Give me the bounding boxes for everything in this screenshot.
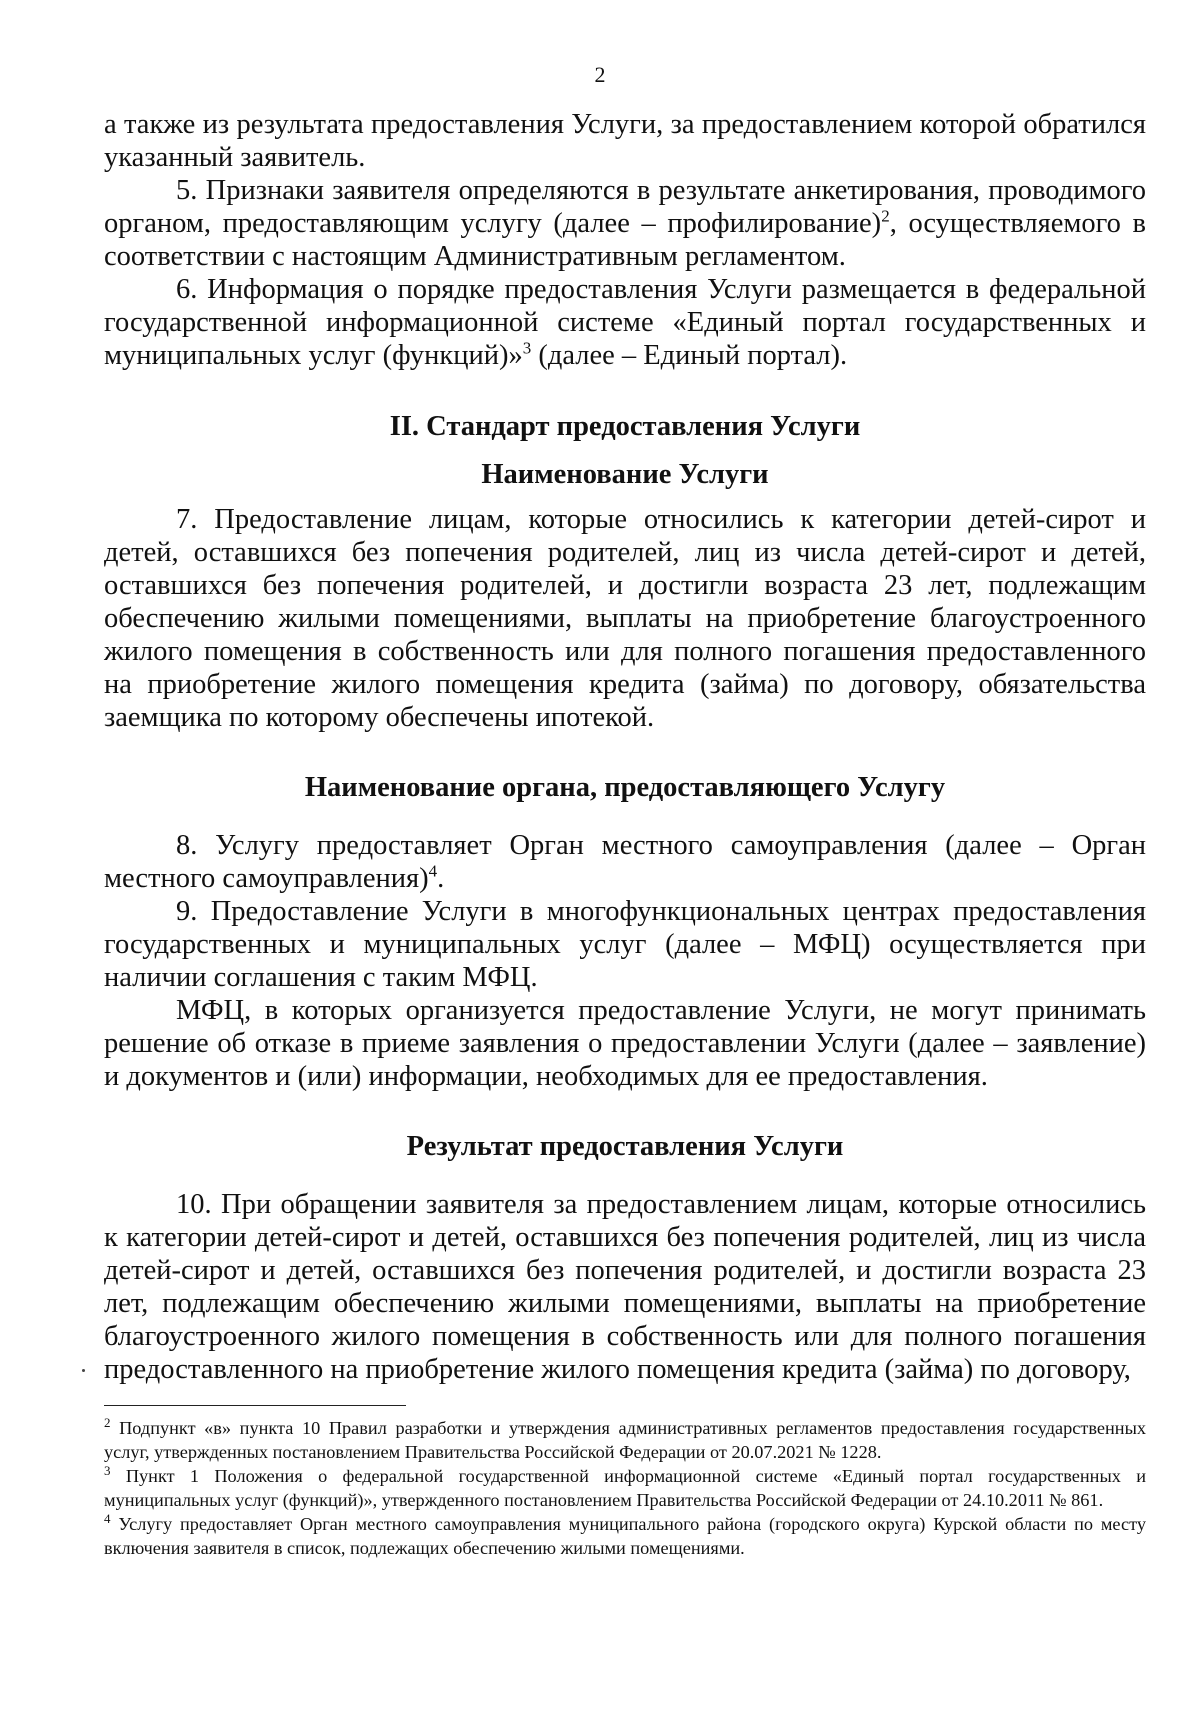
document-body [104, 108, 1146, 1386]
paragraph-8-text-end: . [437, 863, 445, 894]
subheading-result: Результат предоставления Услуги [406, 1131, 844, 1162]
footnote-2 [104, 1416, 1146, 1464]
paragraph-continuation: а также из результата предоставления Услуги, за предоставлением которой обратился указанный заявитель. [104, 109, 1146, 173]
footnote-separator [104, 1405, 406, 1406]
footnote-3-text: Пункт 1 Положения о федеральной государственной информационной системе «Единый портал государственных и муниципальных услуг (функций)», утвержденного постановлением Правительства Российской Федерации от 24.10.2011 № 861. [104, 1466, 1146, 1510]
section-heading: II. Стандарт предоставления Услуги [389, 411, 861, 442]
paragraph-10: 10. При обращении заявителя за предоставлением лицам, которые относились к категории детей-сирот и детей, оставшихся без попечения родителей, лиц из числа детей-сирот и детей, оставшихся без попечения родителей, и достигли возраста 23 лет, подлежащим обеспечению жилыми помещениями, выплаты на приобретение благоустроенного жилого помещения в собственность или для полного погашения предоставленного на приобретение жилого помещения кредита (займа) по договору, [104, 1189, 1146, 1385]
page-number: 2 [594, 62, 606, 87]
scan-speck [82, 1369, 85, 1372]
paragraph-mfc: МФЦ, в которых организуется предоставление Услуги, не могут принимать решение об отказе в приеме заявления о предоставлении Услуги (далее – заявление) и документов и (или) информации, необходимых для ее предоставления. [104, 995, 1146, 1092]
footnote-3 [104, 1464, 1146, 1512]
paragraph-5-text: 5. Признаки заявителя определяются в результате анкетирования, проводимого органом, предоставляющим услугу (далее – профилирование) [104, 175, 1146, 239]
paragraph-5-text-end: , осуществляемого в соответствии с настоящим Административным регламентом. [104, 208, 1146, 272]
footnote-2-text: Подпункт «в» пункта 10 Правил разработки и утверждения административных регламентов предоставления государственных услуг, утвержденных постановлением Правительства Российской Федерации от 20.07.2021 № 1228. [104, 1418, 1146, 1462]
paragraph-8-text: 8. Услугу предоставляет Орган местного самоуправления (далее – Орган местного самоуправления) [104, 830, 1146, 894]
paragraph-8 [104, 829, 1146, 895]
footnote-4-text: Услугу предоставляет Орган местного самоуправления муниципального района (городского округа) Курской области по месту включения заявителя в список, подлежащих обеспечению жилыми помещениями. [104, 1514, 1146, 1558]
paragraph-5 [104, 174, 1146, 273]
footnote-ref-2[interactable]: 2 [881, 206, 890, 226]
footnote-2-number: 2 [104, 1414, 111, 1430]
paragraph-6 [104, 273, 1146, 372]
footnote-ref-4[interactable]: 4 [428, 861, 438, 881]
subheading-organ: Наименование органа, предоставляющего Услугу [304, 772, 946, 803]
subheading-service-name: Наименование Услуги [481, 459, 769, 490]
footnote-4-number: 4 [104, 1510, 111, 1526]
footnote-ref-3[interactable]: 3 [522, 338, 532, 358]
paragraph-9: 9. Предоставление Услуги в многофункциональных центрах предоставления государственных и муниципальных услуг (далее – МФЦ) осуществляется при наличии соглашения с таким МФЦ. [104, 896, 1146, 993]
footnotes [104, 1416, 1146, 1560]
paragraph-6-text-end: (далее – Единый портал). [531, 340, 848, 371]
paragraph-6-text: 6. Информация о порядке предоставления Услуги размещается в федеральной государственной информационной системе «Единый портал государственных и муниципальных услуг (функций)» [104, 274, 1146, 371]
footnote-4 [104, 1512, 1146, 1560]
paragraph-7: 7. Предоставление лицам, которые относились к категории детей-сирот и детей, оставшихся без попечения родителей, лиц из числа детей-сирот и детей, оставшихся без попечения родителей, и достигли возраста 23 лет, подлежащим обеспечению жилыми помещениями, выплаты на приобретение благоустроенного жилого помещения в собственность или для полного погашения предоставленного на приобретение жилого помещения кредита (займа) по договору, обязательства заемщика по которому обеспечены ипотекой. [104, 504, 1146, 733]
footnote-3-number: 3 [104, 1462, 111, 1478]
